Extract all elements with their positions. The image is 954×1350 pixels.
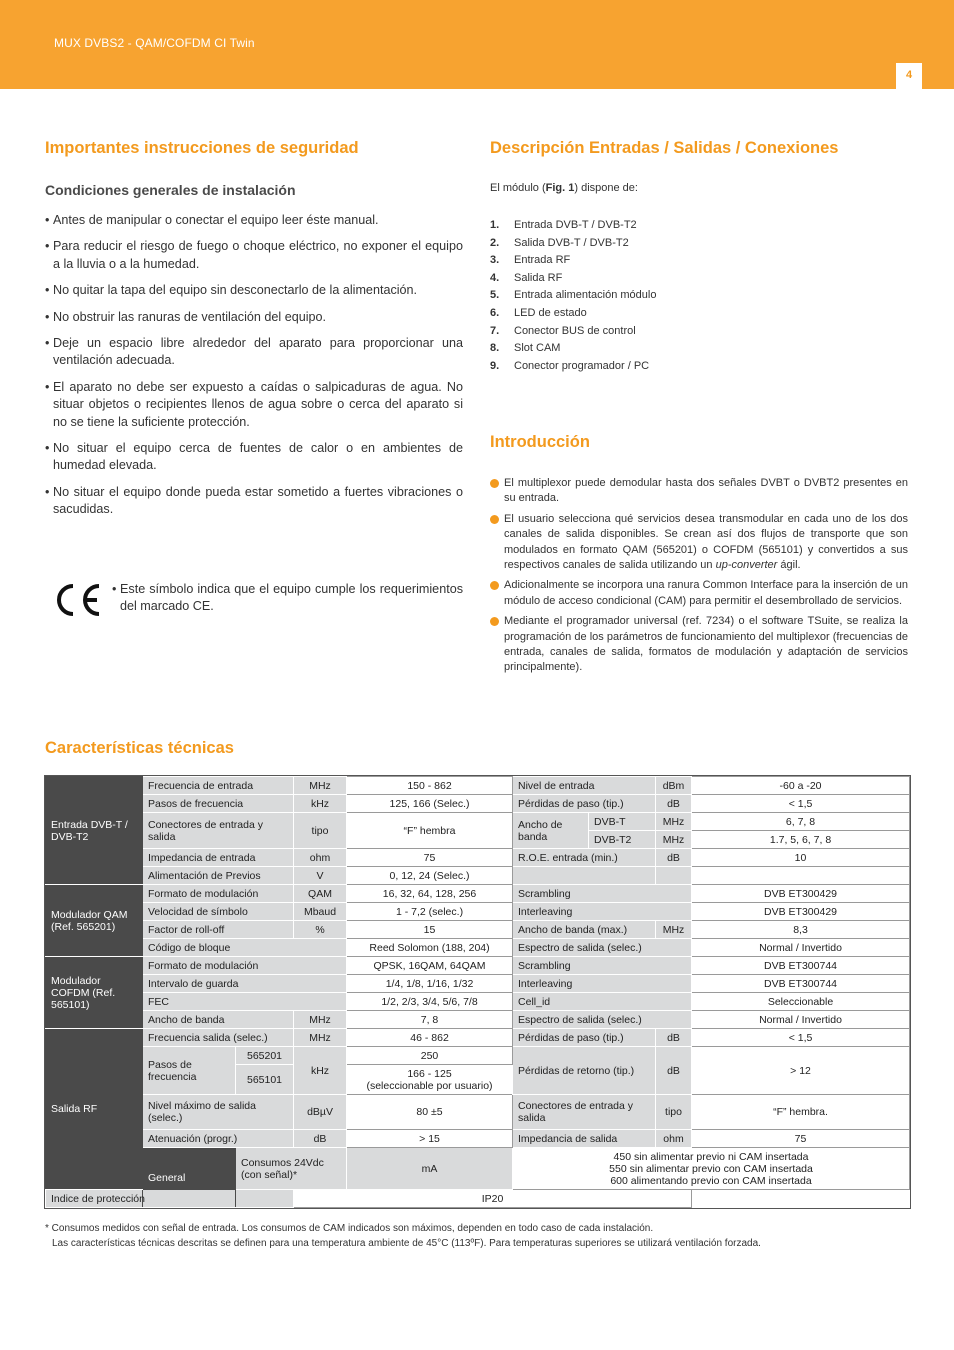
item-text: Salida RF bbox=[514, 271, 563, 284]
safety-list bbox=[45, 212, 463, 528]
cell: Ancho de banda bbox=[143, 1011, 294, 1029]
figure-ref: Fig. 1 bbox=[545, 182, 575, 194]
cell: Nivel máximo de salida (selec.) bbox=[143, 1095, 294, 1130]
cell: MHz bbox=[656, 813, 692, 831]
item-text: Entrada alimentación módulo bbox=[514, 289, 657, 302]
table-row bbox=[46, 975, 910, 993]
cell: QAM bbox=[294, 885, 347, 903]
table-row bbox=[46, 795, 910, 813]
safety-item: • El aparato no debe ser expuesto a caídas o salpicaduras de agua. No situar objetos o recipientes llenos de agua sobre o cerca del aparato si no se tiene la suficiente protección. bbox=[45, 379, 463, 431]
cell: dBm bbox=[656, 777, 692, 795]
cell: DVB-T bbox=[589, 813, 656, 831]
cell: dBµV bbox=[294, 1095, 347, 1130]
list-item bbox=[490, 305, 656, 323]
table-row bbox=[46, 939, 910, 957]
cell: Ancho de banda bbox=[513, 813, 589, 849]
safety-heading: Importantes instrucciones de seguridad bbox=[45, 139, 359, 157]
item-text: Conector BUS de control bbox=[514, 324, 636, 337]
item-text: Slot CAM bbox=[514, 342, 561, 355]
bullet-dot-icon bbox=[490, 515, 499, 524]
installation-subheading: Condiciones generales de instalación bbox=[45, 182, 296, 198]
cell: Interleaving bbox=[513, 903, 692, 921]
safety-item: • Para reducir el riesgo de fuego o choque eléctrico, no exponer el equipo a la lluvia o a la humedad. bbox=[45, 238, 463, 273]
cell: Normal / Invertido bbox=[692, 939, 910, 957]
cell: Interleaving bbox=[513, 975, 692, 993]
cell bbox=[656, 867, 692, 885]
cell: DVB ET300429 bbox=[692, 903, 910, 921]
cell: Scrambling bbox=[513, 957, 692, 975]
intro-bullet bbox=[490, 578, 908, 609]
intro-pre: El módulo ( bbox=[490, 182, 546, 194]
cell: “F” hembra bbox=[347, 813, 513, 849]
cell: Intervalo de guarda bbox=[143, 975, 347, 993]
safety-item: • No situar el equipo cerca de fuentes de calor o en ambientes de humedad elevada. bbox=[45, 440, 463, 475]
cell: Pasos de frecuencia bbox=[143, 795, 294, 813]
cell: Atenuación (progr.) bbox=[143, 1130, 294, 1148]
cell: Normal / Invertido bbox=[692, 1011, 910, 1029]
connections-list bbox=[490, 217, 656, 375]
cell: Indice de protección bbox=[46, 1190, 294, 1208]
cell: 565201 bbox=[236, 1047, 294, 1065]
ce-description: • Este símbolo indica que el equipo cumple los requerimientos del marcado CE. bbox=[112, 581, 463, 616]
list-item bbox=[490, 270, 656, 288]
table-row bbox=[46, 1148, 910, 1190]
item-number: 5. bbox=[490, 289, 500, 302]
cell: Scrambling bbox=[513, 885, 692, 903]
bullet-text: Mediante el programador universal (ref. 7234) o el software TSuite, se realiza la programación de los parámetros de funcionamiento del multiplexor (frecuencias de entrada, canales de salida, formatos de modulación y adaptación de servicios principalmente). bbox=[504, 615, 908, 674]
table-row bbox=[46, 885, 910, 903]
item-text: Entrada DVB-T / DVB-T2 bbox=[514, 219, 637, 231]
bullet-emphasis: up-converter bbox=[715, 559, 778, 572]
table-row bbox=[46, 1130, 910, 1148]
cell: Reed Solomon (188, 204) bbox=[347, 939, 513, 957]
cell bbox=[513, 1148, 910, 1190]
cell: 565101 bbox=[236, 1065, 294, 1095]
cell: 150 - 862 bbox=[347, 777, 513, 795]
cell bbox=[513, 867, 656, 885]
item-text: LED de estado bbox=[514, 306, 587, 319]
list-item bbox=[490, 323, 656, 341]
cell: Ancho de banda (max.) bbox=[513, 921, 656, 939]
cell: Cell_id bbox=[513, 993, 692, 1011]
cell: 10 bbox=[692, 849, 910, 867]
cell: MHz bbox=[294, 1011, 347, 1029]
table-row bbox=[46, 1190, 910, 1208]
cell: dB bbox=[656, 1047, 692, 1095]
item-number: 7. bbox=[490, 324, 500, 337]
cell: Frecuencia salida (selec.) bbox=[143, 1029, 294, 1047]
intro-bullets bbox=[490, 476, 908, 681]
cell: Seleccionable bbox=[692, 993, 910, 1011]
cell: V bbox=[294, 867, 347, 885]
item-text: Conector programador / PC bbox=[514, 359, 650, 372]
list-item bbox=[490, 235, 656, 253]
item-number: 4. bbox=[490, 271, 500, 284]
cell: dB bbox=[656, 849, 692, 867]
item-number: 8. bbox=[490, 342, 500, 355]
cell: Factor de roll-off bbox=[143, 921, 294, 939]
cell: DVB ET300744 bbox=[692, 957, 910, 975]
table-row bbox=[46, 993, 910, 1011]
intro-bullet bbox=[490, 512, 908, 574]
cell: dB bbox=[656, 795, 692, 813]
table-row bbox=[46, 813, 910, 831]
bullet-text: El multiplexor puede demodular hasta dos señales DVBT o DVBT2 presentes en su entrada. bbox=[504, 477, 908, 505]
cell bbox=[692, 867, 910, 885]
ce-mark-icon bbox=[51, 582, 103, 618]
cell: Velocidad de símbolo bbox=[143, 903, 294, 921]
footnote bbox=[45, 1221, 915, 1251]
cell: < 1,5 bbox=[692, 1029, 910, 1047]
cell: tipo bbox=[656, 1095, 692, 1130]
cell: 8,3 bbox=[692, 921, 910, 939]
cell-line: 450 sin alimentar previo ni CAM insertada bbox=[613, 1150, 809, 1163]
cell: MHz bbox=[294, 1029, 347, 1047]
table-row bbox=[46, 1011, 910, 1029]
item-number: 6. bbox=[490, 306, 500, 319]
cell: FEC bbox=[143, 993, 347, 1011]
cell: dB bbox=[656, 1029, 692, 1047]
cell: Conectores de entrada y salida bbox=[513, 1095, 656, 1130]
cell: Pérdidas de paso (tip.) bbox=[513, 795, 656, 813]
cell: 1 - 7,2 (selec.) bbox=[347, 903, 513, 921]
cell: kHz bbox=[294, 1047, 347, 1095]
cell: Impedancia de entrada bbox=[143, 849, 294, 867]
bullet-dot-icon bbox=[490, 581, 499, 590]
cell: 46 - 862 bbox=[347, 1029, 513, 1047]
table-row bbox=[46, 921, 910, 939]
item-number: 3. bbox=[490, 254, 500, 267]
specs-heading: Características técnicas bbox=[45, 739, 234, 757]
bullet-text: El usuario selecciona qué servicios desea transmodular en cada uno de los dos canales de salida disponibles. Se crean así dos flujos de transporte que son modulados en formato QAM (565201) o COFDM (565101) y convertidos a sus respectivos canales de salida utilizando un bbox=[504, 512, 908, 572]
cell bbox=[347, 1065, 513, 1095]
intro-post: ) dispone de: bbox=[574, 182, 638, 194]
cell: tipo bbox=[294, 813, 347, 849]
cell: -60 a -20 bbox=[692, 777, 910, 795]
cell: MHz bbox=[294, 777, 347, 795]
item-number: 2. bbox=[490, 236, 500, 249]
table-row bbox=[46, 1029, 910, 1047]
cell: 7, 8 bbox=[347, 1011, 513, 1029]
cell: 1.7, 5, 6, 7, 8 bbox=[692, 831, 910, 849]
cell: R.O.E. entrada (min.) bbox=[513, 849, 656, 867]
bullet-dot-icon bbox=[490, 617, 499, 626]
bullet-text: Adicionalmente se incorpora una ranura Common Interface para la inserción de un módulo de acceso condicional (CAM) para permitir el desembrollado de servicios. bbox=[504, 579, 908, 607]
cell: 75 bbox=[692, 1130, 910, 1148]
footnote-line: * Consumos medidos con señal de entrada. Los consumos de CAM indicados son máximos, dependen en todo caso de cada instalación. bbox=[45, 1223, 654, 1234]
item-text: Salida DVB-T / DVB-T2 bbox=[514, 236, 629, 249]
cell: > 12 bbox=[692, 1047, 910, 1095]
cell: > 15 bbox=[347, 1130, 513, 1148]
item-number: 9. bbox=[490, 359, 500, 372]
list-item bbox=[490, 252, 656, 270]
cell: 125, 166 (Selec.) bbox=[347, 795, 513, 813]
cell: Formato de modulación bbox=[143, 957, 347, 975]
cell: Alimentación de Previos bbox=[143, 867, 294, 885]
cell-line: 550 sin alimentar previo con CAM insertada bbox=[609, 1162, 813, 1175]
table-row bbox=[46, 867, 910, 885]
bullet-text: ágil. bbox=[777, 559, 801, 572]
safety-item: • Antes de manipular o conectar el equipo leer éste manual. bbox=[45, 212, 463, 229]
cell: 0, 12, 24 (Selec.) bbox=[347, 867, 513, 885]
cell: 16, 32, 64, 128, 256 bbox=[347, 885, 513, 903]
group-label: General bbox=[143, 1148, 236, 1208]
group-label: Entrada DVB-T / DVB-T2 bbox=[46, 777, 143, 885]
group-label: Salida RF bbox=[46, 1029, 143, 1190]
cell: DVB ET300429 bbox=[692, 885, 910, 903]
list-item bbox=[490, 217, 656, 235]
list-item bbox=[490, 340, 656, 358]
safety-item: • No obstruir las ranuras de ventilación del equipo. bbox=[45, 309, 463, 326]
cell-line: 166 - 125 bbox=[407, 1067, 452, 1080]
cell: Pérdidas de paso (tip.) bbox=[513, 1029, 656, 1047]
cell-line: 600 alimentando previo con CAM insertada bbox=[610, 1174, 812, 1187]
table-row bbox=[46, 1095, 910, 1130]
page-header bbox=[0, 0, 954, 89]
table-row bbox=[46, 903, 910, 921]
document-title: MUX DVBS2 - QAM/COFDM CI Twin bbox=[54, 36, 255, 50]
intro-bullet bbox=[490, 476, 908, 507]
cell: DVB ET300744 bbox=[692, 975, 910, 993]
list-item bbox=[490, 287, 656, 305]
table-row bbox=[46, 1047, 910, 1065]
table-row bbox=[46, 777, 910, 795]
safety-item: • No quitar la tapa del equipo sin desconectarlo de la alimentación. bbox=[45, 282, 463, 299]
cell: Nivel de entrada bbox=[513, 777, 656, 795]
cell: 1/4, 1/8, 1/16, 1/32 bbox=[347, 975, 513, 993]
intro-heading: Introducción bbox=[490, 433, 590, 451]
cell: Código de bloque bbox=[143, 939, 347, 957]
group-label: Modulador QAM (Ref. 565201) bbox=[46, 885, 143, 957]
cell: % bbox=[294, 921, 347, 939]
cell: “F” hembra. bbox=[692, 1095, 910, 1130]
cell: kHz bbox=[294, 795, 347, 813]
footnote-line: Las características técnicas descritas se definen para una temperatura ambiente de 45°C (113ºF). Para temperaturas superiores se utilizará ventilación forzada. bbox=[52, 1238, 761, 1249]
cell: 80 ±5 bbox=[347, 1095, 513, 1130]
page-number: 4 bbox=[896, 63, 922, 89]
intro-bullet bbox=[490, 614, 908, 676]
cell: Impedancia de salida bbox=[513, 1130, 656, 1148]
table-row bbox=[46, 849, 910, 867]
cell: MHz bbox=[656, 921, 692, 939]
cell: 250 bbox=[347, 1047, 513, 1065]
cell: Frecuencia de entrada bbox=[143, 777, 294, 795]
cell-line: (seleccionable por usuario) bbox=[366, 1079, 493, 1092]
cell: IP20 bbox=[294, 1190, 692, 1208]
module-intro bbox=[490, 182, 638, 194]
cell: MHz bbox=[656, 831, 692, 849]
item-number: 1. bbox=[490, 219, 500, 231]
cell: Espectro de salida (selec.) bbox=[513, 939, 692, 957]
specs-table bbox=[45, 776, 910, 1208]
cell: Formato de modulación bbox=[143, 885, 294, 903]
cell: dB bbox=[294, 1130, 347, 1148]
cell: ohm bbox=[656, 1130, 692, 1148]
cell: Conectores de entrada y salida bbox=[143, 813, 294, 849]
cell: Espectro de salida (selec.) bbox=[513, 1011, 692, 1029]
cell: DVB-T2 bbox=[589, 831, 656, 849]
cell: 1/2, 2/3, 3/4, 5/6, 7/8 bbox=[347, 993, 513, 1011]
list-item bbox=[490, 358, 656, 376]
cell: Pasos de frecuencia bbox=[143, 1047, 236, 1095]
cell: QPSK, 16QAM, 64QAM bbox=[347, 957, 513, 975]
cell: < 1,5 bbox=[692, 795, 910, 813]
cell: 15 bbox=[347, 921, 513, 939]
cell: Pérdidas de retorno (tip.) bbox=[513, 1047, 656, 1095]
cell: 6, 7, 8 bbox=[692, 813, 910, 831]
table-row bbox=[46, 957, 910, 975]
cell: mA bbox=[347, 1148, 513, 1190]
cell: ohm bbox=[294, 849, 347, 867]
cell: 75 bbox=[347, 849, 513, 867]
cell: Mbaud bbox=[294, 903, 347, 921]
cell: Consumos 24Vdc (con señal)* bbox=[236, 1148, 347, 1190]
safety-item: • Deje un espacio libre alrededor del aparato para proporcionar una ventilación adecuada. bbox=[45, 335, 463, 370]
io-heading: Descripción Entradas / Salidas / Conexiones bbox=[490, 139, 839, 157]
group-label: Modulador COFDM (Ref. 565101) bbox=[46, 957, 143, 1029]
safety-item: • No situar el equipo donde pueda estar sometido a fuertes vibraciones o sacudidas. bbox=[45, 484, 463, 519]
item-text: Entrada RF bbox=[514, 254, 571, 267]
bullet-dot-icon bbox=[490, 479, 499, 488]
